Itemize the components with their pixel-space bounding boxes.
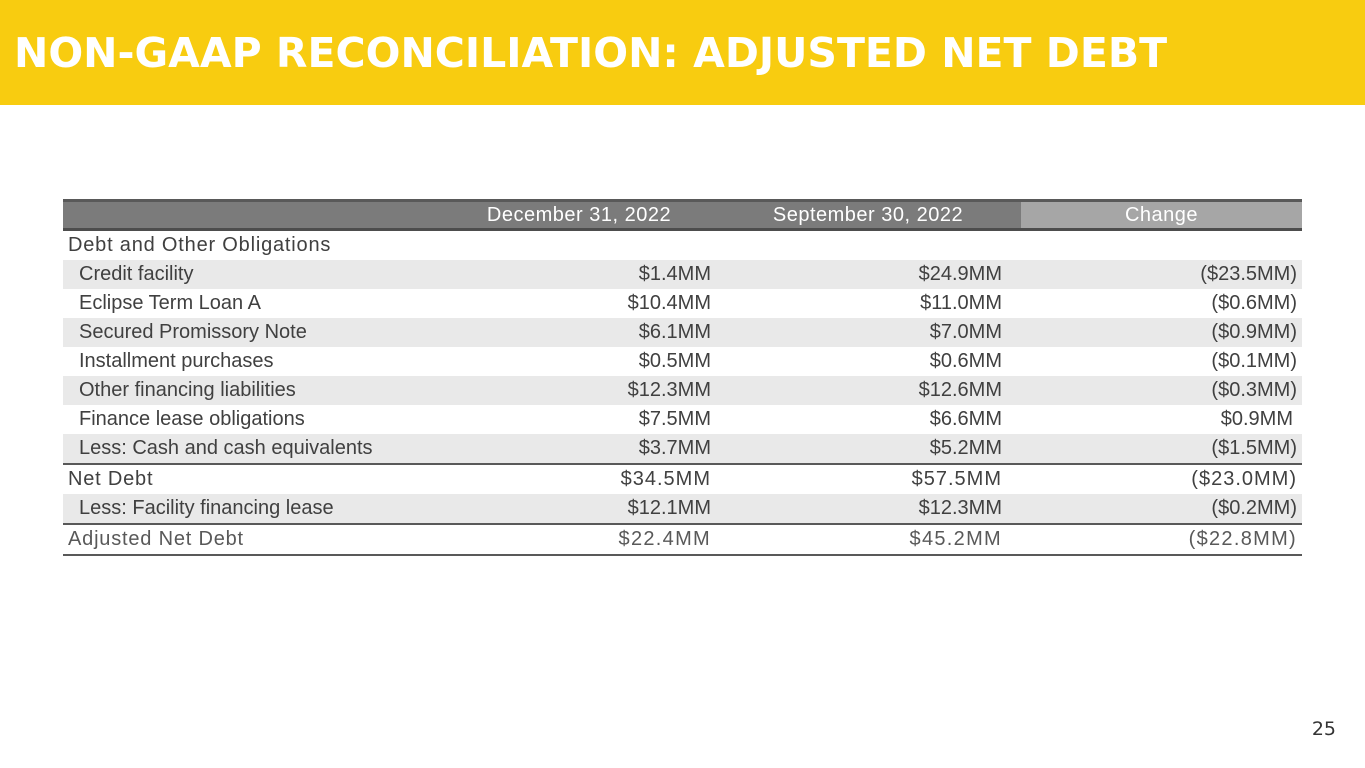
value-change: ($1.5MM) [1211, 437, 1297, 459]
table-row [63, 260, 1302, 289]
section-row [63, 231, 1302, 260]
value-change: ($0.2MM) [1211, 497, 1297, 519]
value-sep: $12.6MM [918, 379, 1002, 401]
value-sep: $7.0MM [929, 321, 1002, 343]
net-debt-label: Net Debt [68, 468, 154, 490]
table-header-row [63, 199, 1302, 231]
value-dec: $0.5MM [638, 350, 711, 372]
row-label: Other financing liabilities [79, 379, 296, 401]
slide-title: NON-GAAP RECONCILIATION: ADJUSTED NET DEBT [14, 29, 1168, 77]
table-row [63, 289, 1302, 318]
facility-lease-row [63, 494, 1302, 523]
adjusted-net-debt-row [63, 523, 1302, 556]
value-sep: $5.2MM [929, 437, 1002, 459]
value-dec: $1.4MM [638, 263, 711, 285]
reconciliation-table [63, 199, 1302, 556]
column-header-sep-2022: September 30, 2022 [772, 204, 964, 226]
table-row [63, 376, 1302, 405]
adjusted-net-debt-change: ($22.8MM) [1188, 528, 1297, 550]
column-header-dec-2022: December 31, 2022 [486, 204, 672, 226]
row-label: Eclipse Term Loan A [79, 292, 261, 314]
table-row [63, 405, 1302, 434]
adjusted-net-debt-label: Adjusted Net Debt [68, 528, 244, 550]
value-change: ($0.6MM) [1211, 292, 1297, 314]
value-change: ($0.1MM) [1211, 350, 1297, 372]
table-row [63, 318, 1302, 347]
net-debt-dec: $34.5MM [620, 468, 711, 490]
net-debt-change: ($23.0MM) [1191, 468, 1297, 490]
value-dec: $10.4MM [627, 292, 711, 314]
row-label: Credit facility [79, 263, 194, 285]
row-label: Less: Cash and cash equivalents [79, 437, 373, 459]
row-label: Secured Promissory Note [79, 321, 307, 343]
table-row [63, 347, 1302, 376]
row-label: Installment purchases [79, 350, 274, 372]
value-sep: $11.0MM [920, 292, 1002, 314]
row-label: Less: Facility financing lease [79, 497, 334, 519]
value-change: ($0.9MM) [1211, 321, 1297, 343]
net-debt-row [63, 463, 1302, 494]
adjusted-net-debt-dec: $22.4MM [618, 528, 711, 550]
value-change: ($0.3MM) [1211, 379, 1297, 401]
value-change: ($23.5MM) [1200, 263, 1297, 285]
value-sep: $24.9MM [918, 263, 1002, 285]
value-sep: $12.3MM [918, 497, 1002, 519]
page-number: 25 [1311, 718, 1336, 740]
value-dec: $7.5MM [638, 408, 711, 430]
value-sep: $0.6MM [929, 350, 1002, 372]
net-debt-sep: $57.5MM [911, 468, 1002, 490]
value-dec: $6.1MM [638, 321, 711, 343]
table-row [63, 434, 1302, 463]
value-dec: $3.7MM [638, 437, 711, 459]
value-dec: $12.1MM [627, 497, 711, 519]
adjusted-net-debt-sep: $45.2MM [909, 528, 1002, 550]
value-dec: $12.3MM [627, 379, 711, 401]
value-sep: $6.6MM [929, 408, 1002, 430]
column-header-change: Change [1124, 204, 1199, 226]
row-label: Finance lease obligations [79, 408, 305, 430]
value-change: $0.9MM [1220, 408, 1293, 430]
section-label: Debt and Other Obligations [68, 234, 332, 256]
title-banner [0, 0, 1365, 105]
